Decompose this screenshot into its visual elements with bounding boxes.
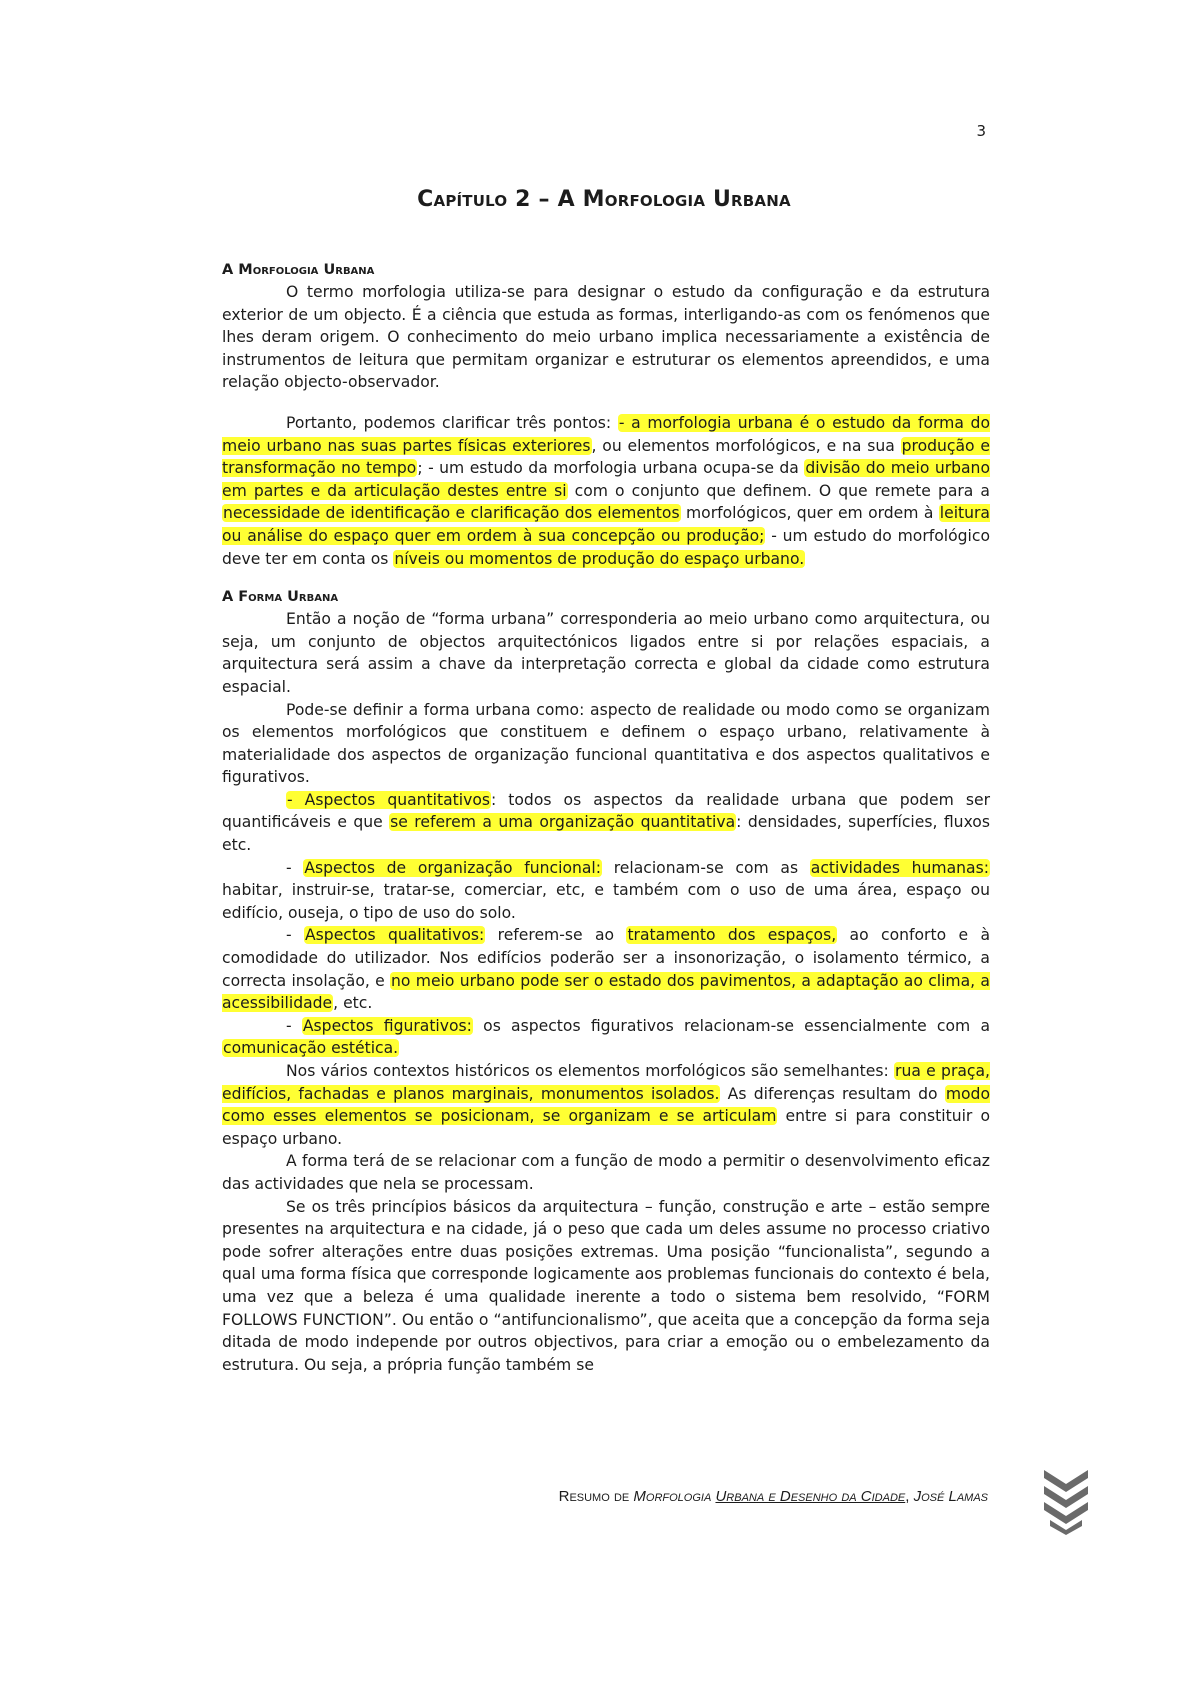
paragraph-quantitativos: - Aspectos quantitativos: todos os aspectos da realidade urbana que podem ser quantificáveis e que se referem a uma organização quantitativa: densidades, superfícies, fluxos etc.: [222, 790, 990, 855]
paragraph: Pode-se definir a forma urbana como: aspecto de realidade ou modo como se organizam os elementos morfológicos que constituem e definem o espaço urbano, relativamente à materialidade dos aspectos de organização funcional quantitativa e dos aspectos qualitativos e figurativos.: [222, 700, 990, 787]
highlight: no meio urbano pode ser o estado dos pavimentos, a adaptação ao clima, a acessibilidade: [222, 971, 990, 1013]
highlight: produção e transformação no tempo: [222, 436, 990, 478]
paragraph: O termo morfologia utiliza-se para designar o estudo da configuração e da estrutura exterior de um objecto. É a ciência que estuda as formas, interligando-as com os fenómenos que lhes deram origem. O conhecimento do meio urbano implica necessariamente a existência de instrumentos de leitura que permitam organizar e estruturar os elementos apreendidos, e uma relação objecto-observador.: [222, 283, 990, 392]
paragraph-qualitativos: - Aspectos qualitativos: referem-se ao tratamento dos espaços, ao conforto e à comodidade do utilizador. Nos edifícios poderão ser a insonorização, o isolamento térmico, a correcta insolação, e no meio urbano pode ser o estado dos pavimentos, a adaptação ao clima, a acessibilidade, etc.: [222, 926, 991, 1013]
highlight: níveis ou momentos de produção do espaço urbano.: [394, 549, 805, 568]
highlight: se referem a uma organização quantitativa: [390, 813, 736, 832]
highlight: - Aspectos quantitativos: [287, 790, 490, 809]
paragraph-contextos: Nos vários contextos históricos os elementos morfológicos são semelhantes: rua e praça, edifícios, fachadas e planos marginais, monumentos isolados. As diferenças resultam do modo como esses elementos se posicionam, se organizam e se articulam entre si para constituir o espaço urbano.: [222, 1062, 991, 1148]
section-heading-forma: A Forma Urbana: [222, 589, 339, 606]
chevron-stack-logo-icon: [1042, 1468, 1090, 1536]
highlight: modo como esses elementos se posicionam, se organizam e se articulam: [222, 1084, 990, 1126]
highlight: divisão do meio urbano em partes e da articulação destes entre si: [222, 459, 990, 500]
highlight: rua e praça, edifícios, fachadas e planos marginais, monumentos isolados.: [222, 1062, 990, 1103]
highlight: Aspectos de organização funcional:: [304, 858, 602, 877]
highlight: Aspectos figurativos:: [302, 1016, 472, 1035]
page-number: 3: [976, 122, 986, 140]
paragraph: Se os três princípios básicos da arquitectura – função, construção e arte – estão sempre presentes na arquitectura e na cidade, já o peso que cada um deles assume no processo criativo pode sofrer alterações entre duas posições extremas. Uma posição “funcionalista”, segundo a qual uma forma física que corresponde logicamente aos problemas funcionais do contexto é bela, uma vez que a beleza é uma qualidade inerente a todo o sistema bem resolvido, “FORM FOLLOWS FUNCTION”. Ou então o “antifuncionalismo”, que aceita que a concepção da forma seja ditada de modo independe por outros objectivos, para criar a emoção ou o embelezamento da estrutura. Ou seja, a própria função também se: [222, 1197, 990, 1374]
paragraph: Então a noção de “forma urbana” corresponderia ao meio urbano como arquitectura, ou seja, um conjunto de objectos arquitectónicos ligados entre si por relações espaciais, a arquitectura será assim a chave da interpretação correcta e global da cidade como estrutura espacial.: [222, 610, 990, 696]
highlight: necessidade de identificação e clarificação dos elementos: [223, 504, 680, 523]
highlight: - a morfologia urbana é o estudo da forma do meio urbano nas suas partes físicas exteriores: [222, 413, 990, 455]
highlight: leitura ou análise do espaço quer em ordem à sua concepção ou produção;: [222, 504, 990, 545]
highlight: Aspectos qualitativos:: [305, 926, 485, 945]
document-body: [222, 259, 990, 1376]
paragraph-tres-pontos: Portanto, podemos clarificar três pontos: - a morfologia urbana é o estudo da forma do meio urbano nas suas partes físicas exteriores, ou elementos morfológicos, e na sua produção e transformação no tempo; - um estudo da morfologia urbana ocupa-se da divisão do meio urbano em partes e da articulação destes entre si com o conjunto que definem. O que remete para a necessidade de identificação e clarificação dos elementos morfológicos, quer em ordem à leitura ou análise do espaço quer em ordem à sua concepção ou produção; - um estudo do morfológico deve ter em conta os níveis ou momentos de produção do espaço urbano.: [222, 413, 990, 568]
page-footer: Resumo de Morfologia Urbana e Desenho da Cidade, José Lamas: [558, 1488, 988, 1505]
paragraph: A forma terá de se relacionar com a função de modo a permitir o desenvolvimento eficaz das actividades que nela se processam.: [222, 1152, 990, 1193]
highlight: comunicação estética.: [223, 1039, 399, 1058]
paragraph-figurativos: - Aspectos figurativos: os aspectos figurativos relacionam-se essencialmente com a comunicação estética.: [223, 1016, 990, 1058]
chapter-title: Capítulo 2 – A Morfologia Urbana: [417, 187, 791, 212]
highlight: actividades humanas:: [810, 858, 989, 877]
paragraph-funcional: - Aspectos de organização funcional: relacionam-se com as actividades humanas: habitar, instruir-se, tratar-se, comerciar, etc, e também com o uso de uma área, espaço ou edifício, ouseja, o tipo de uso do solo.: [222, 858, 990, 922]
section-heading-morfologia: A Morfologia Urbana: [222, 262, 375, 278]
highlight: tratamento dos espaços,: [627, 926, 837, 945]
